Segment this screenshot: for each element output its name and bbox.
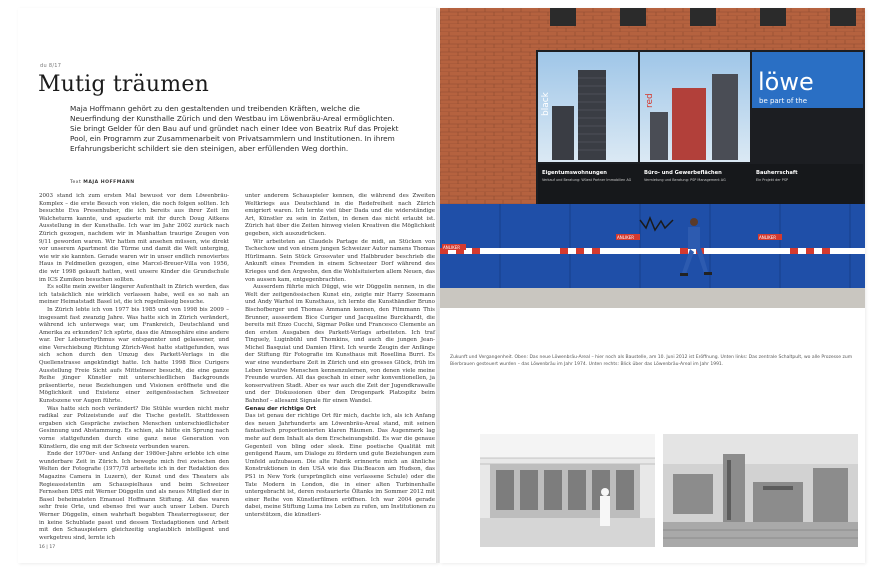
paragraph: In Zürich lebte ich von 1977 bis 1985 und von 1998 bis 2009 – insgesamt fast zwanzig Jahre. Was hatte sich in Zürich verändert, während ich unterwegs war, um Frankreich, Deutschland und Amerika zu erkunden? Ich spürte, dass die Atmosphäre eine andere war. Der Lebensrhythmus war entspannter und gelassener, und eine Verschiebung Richtung Zürich-West hatte stattgefunden, was sich schon durch den Umzug des Parkett-Verlags in die Quellenstrasse angekündigt hatte. Ich hatte 1998 Bice Curigers Ausstellung Freie Sicht aufs Mittelmeer besucht, die eine ganze Reihe jünger Künstler mit unterschiedlichen Backgrounds präsentierte, neue Beziehungen und Visionen eröffnete und die Möglichkeit und Existenz einer zeitgenössischen Schweizer Kunstszene vor Augen führte. [39, 306, 229, 405]
control-room-photo [480, 434, 655, 547]
aerial-view-photo [663, 434, 858, 547]
hoarding-tag-1: ANLIKER [443, 245, 461, 250]
construction-site-illustration [440, 8, 865, 308]
article-lead: Maja Hoffmann gehört zu den gestaltenden und treibenden Kräften, welche die Neuerfindung der Kunsthalle Zürich und den Westbau im Löwenbräu-Areal ermöglichten. Sie bringt Gelder für den Bau auf und gründet nach einer Idee von Beatrix Ruf das Projekt Pool, ein Programm zur Zusammenarbeit von Privatsammlern und Institutionen. In ihrem Erfahrungsbericht schildert sie den steinigen, aber erfüllenden Weg dorthin. [70, 104, 399, 154]
paragraph: Es sollte mein zweiter längerer Aufenthalt in Zürich werden, das ich tatsächlich nie wirklich verlassen habe, weil es so nah an meiner Heimatstadt Basel ist, die ich regelmässig besuche. [39, 284, 229, 306]
body-column-2 [245, 193, 435, 520]
panel-mid-sub: Vermietung und Beratung: PSP Management AG [644, 178, 726, 182]
tower-render-mid [672, 88, 706, 160]
running-head: du 8/17 [40, 63, 62, 69]
paragraph: Was hatte sich noch verändert? Die Stühle wurden nicht mehr radikal zur Polizeistunde auf die Tische gestellt. Stattdessen ergaben sich Gespräche zwischen Menschen unterschiedlichster Gesinnung und Abstammung. Es schien, als hätte ein Sprung nach vorne stattgefunden durch eine ganz neue Generation von Künstlern, die eng mit der Schweiz verbunden waren. [39, 405, 229, 450]
left-page [18, 8, 438, 563]
paragraph: Ende der 1970er- und Anfang der 1980er-Jahre erlebte ich eine wunderbare Zeit in Zürich. Ich bewegte mich frei zwischen den Welten der Fotografie (1977/78 arbeitete ich in der Redaktion des Magazins Camera in Luzern), der Kunst und des Theaters als Regieassistentin am Schauspielhaus und beim Schweizer Fernsehen DRS mit Werner Düggelin und als neues Mitglied der in Basel beheimateten Emanuel Hoffmann Stiftung. All das waren sehr freie Orte, und ebenso frei war auch unser Leben. Durch Werner Düggelin, einen wahrhaft begabten Theaterregisseur, der in keine Schublade passt und dessen Textadaptionen und Arbeit mit den Schauspielern gleichzeitig unglaublich intelligent und werkgetreu sind, lernte ich [39, 451, 229, 541]
byline-prefix: Text [70, 180, 82, 185]
paragraph: Das ist genau der richtige Ort für mich, dachte ich, als ich Anfang des neuen Jahrhunderts am Löwenbräu-Areal stand, mit seinen fantastisch proportionierten klaren Räumen. Das Augenmerk lag mehr auf dem Inhalt als dem Erscheinungsbild. Es war die genaue Gegenteil von bling oder sleek. Eine poetische Qualität mit genügend Raum, um Dialoge zu fördern und gute Beziehungen zum Umfeld aufzubauen. Die alte Fabrik erinnerte mich an ähnliche Konstruktionen in den USA wie das Dia:Beacon am Hudson, das PS1 in New York (ursprünglich eine verlassene Schule) oder die Tate Modern in London, die in einer alten Turbinenhalle untergebracht ist, deren restaurierte Öltanks im Sommer 2012 mit einer Reihe von Künstlerfilmen eröffnen. Ich war 2004 gerade dabei, meine Stiftung Luma ins Leben zu rufen, um Institutionen zu unterstützen, die künstleri- [245, 413, 435, 518]
byline-author: MAJA HOFFMANN [83, 180, 135, 185]
paragraph: 2003 stand ich zum ersten Mal bewusst vor dem Löwenbräu-Komplex – die erste Besuch von vielen, die noch folgen sollten. Ich besuchte Eva Presenhuber, die ich bereits aus ihrer Zeit im Walcheturm kannte, und spazierte mit ihr durch Doug Aitkens Ausstellung in der Kunsthalle. Ich war im Jahr 2002 zurück nach Zürich gezogen, nachdem wir in Manhattan traurige Zeugen von 9/11 geworden waren. Wir hatten mit ansehen müssen, wie direkt vor unserem Apartment die Türme und damit die Welt unterging, wie wir sie kannten. Gerade waren wir in unser endlich renoviertes Haus in Feldmeilen gezogen, eine Marcel-Breuer-Villa von 1956, die wir 1998 gekauft hatten, weil unsere Kinder die Grundschule im ICS Zumikon besuchen sollten. [39, 193, 229, 283]
panel-right-sub: Ein Projekt der PSP [756, 178, 789, 182]
paragraph: Wir arbeiteten an Claudels Partage de midi, an Stücken von Tschechow und von einem jungen Schweizer Autor namens Thomas Hürlimann. Sein Stück Grossvater und Halbbruder beschrieb die Ankunft eines Fremden in einem Schweizer Dorf während des Krieges und den Argwohn, den die Wohlsituierten allem Neuen, das von aussen kam, entgegenbrachten. [245, 238, 435, 283]
aerial-view-illustration [663, 434, 858, 547]
byline [70, 180, 135, 185]
label-black: black [541, 92, 551, 116]
panel-left-title: Eigentumswohnungen [542, 170, 607, 176]
hoarding-tag-3: ANLIKER [759, 235, 777, 240]
article-title: Mutig träumen [38, 72, 209, 97]
barrier-stripe [440, 248, 865, 254]
paragraph: unter anderem Schauspieler kennen, die während des Zweiten Weltkriegs aus Deutschland in die Redefreiheit nach Zürich emigriert waren. Ich lernte viel über Dada und die widerständige Art, Künstler zu sein in Zeiten, in denen das nicht erlaubt ist. Zürich hat über die Zeiten hinweg vielen Kreativen die Möglichkeit gegeben, sich auszudrücken. [245, 193, 435, 237]
label-red: red [645, 93, 655, 108]
billboard-tagline: be part of the [759, 97, 808, 105]
right-page [440, 8, 865, 563]
pavement [440, 288, 865, 308]
paragraph: Ausserdem führte mich Düggi, wie wir Düggelin nennen, in die Welt der zeitgenössischen Kunst ein, zeigte mir Harry Szeemann und Andy Warhol im Kunsthaus, ich lernte die Kunsthändler Bruno Bischofberger und Thomas Ammann kennen, den Filmmann This Brunner, ausserdem Bice Curiger und Jacqueline Burckhardt, die bereits mit Enzo Cucchi, Sigmar Polke und Francesco Clemente an den ersten Ausgaben des Parkett-Verlags arbeiteten. Ich traf Tinguely, Luginbühl und Thomkins, und auch die jungen Jean-Michel Basquiat und Damien Hirst. Ich wurde Zeugin der Anfänge der Stiftung für Fotografie im Kunsthaus mit Rosellina Burri. Es war eine wunderbare Zeit in Zürich und ein grosses Glück, früh im Leben kreative Menschen kennenzulernen, von denen viele meine Freunde wurden. All das geschah in einer sehr konventionellen, ja konservativen Stadt. Aber es war auch die Zeit der Jugendkrawalle und der Diskussionen über den Drogenpark Platzspitz beim Bahnhof – allesamt Signale für einen Wandel. [245, 284, 435, 405]
photo-caption: Zukunft und Vergangenheit. Oben: Das neue Löwenbräu-Areal – hier noch als Baustelle, am 10. Juni 2012 ist Eröffnung. Unten links: Das zentrale Schaltpult, wo alle Prozesse zum Bierbrauen gesteuert wurden – das Löwenbräu im Jahr 1974. Unten rechts: Blick über das Löwenbräu-Areal im Jahr 1991. [450, 355, 853, 367]
panel-mid-title: Büro- und Gewerbeflächen [644, 170, 722, 176]
control-room-illustration [480, 434, 655, 547]
panel-left-sub: Verkauf und Beratung: Wüest Partner Immobilien AG [542, 178, 632, 182]
billboard-brand: löwe [758, 68, 814, 96]
hoarding-tag-2: ANLIKER [617, 235, 635, 240]
panel-right-title: Bauherrschaft [756, 170, 798, 176]
body-column-1 [39, 193, 229, 542]
construction-site-photo [440, 8, 865, 308]
section-subhead: Genau der richtige Ort [245, 405, 317, 412]
page-folio: 16 | 17 [39, 545, 56, 550]
